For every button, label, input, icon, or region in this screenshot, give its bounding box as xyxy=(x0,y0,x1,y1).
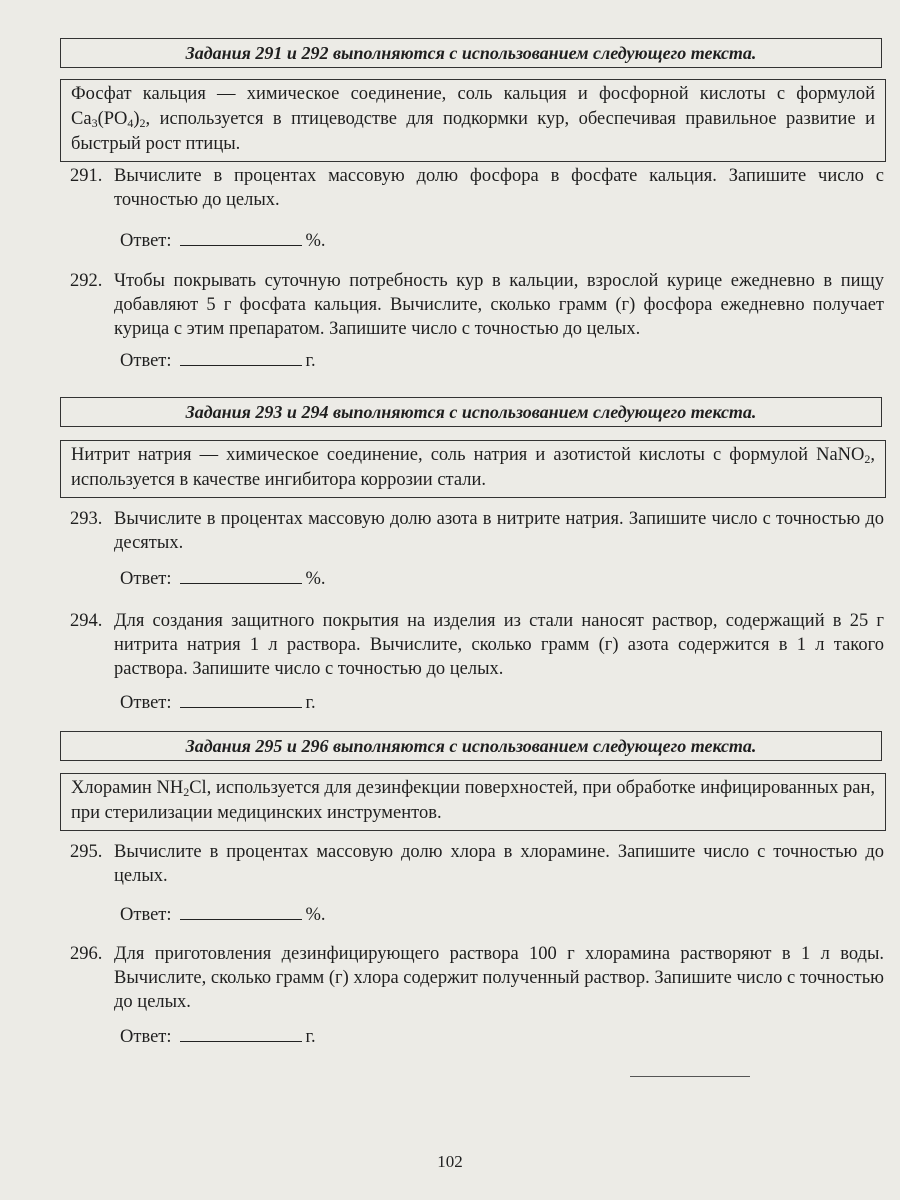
answer-unit: %. xyxy=(305,569,326,589)
answer-line-294 xyxy=(120,690,316,715)
question-292 xyxy=(70,269,884,341)
question-number: 294. xyxy=(70,611,103,631)
question-294 xyxy=(70,609,884,681)
footer-divider xyxy=(630,1076,750,1077)
question-number: 291. xyxy=(70,166,103,186)
question-291 xyxy=(70,164,884,212)
answer-line-291 xyxy=(120,228,326,253)
question-293 xyxy=(70,507,884,555)
info-text-sodium-nitrite: Нитрит натрия — химическое соединение, соль натрия и азотистой кислоты с формулой NaNO$_2$, используется в качестве ингибитора коррозии стали. xyxy=(60,440,886,498)
question-text: Чтобы покрывать суточную потребность кур в кальции, взрослой курице ежедневно в пищу добавляют 5 г фосфата кальция. Вычислите, сколько грамм (г) фосфора ежедневно получает курица с этим препаратом. Запишите число с точностью до целых. xyxy=(114,271,884,339)
answer-label: Ответ: xyxy=(120,569,172,589)
answer-blank[interactable] xyxy=(180,1024,302,1042)
answer-label: Ответ: xyxy=(120,693,172,713)
answer-blank[interactable] xyxy=(180,348,302,366)
answer-unit: г. xyxy=(305,1027,316,1047)
section-banner-293-294: Задания 293 и 294 выполняются с использованием следующего текста. xyxy=(60,397,882,427)
info-text-calcium-phosphate: Фосфат кальция — химическое соединение, соль кальция и фосфорной кислоты с формулой $Ca_3(PO_4)_2$, используется в птицеводстве для подкормки кур, обеспечивая правильное развитие и быстрый рост птицы. xyxy=(60,79,886,162)
info-text-chloramine: Хлорамин $NH_2Cl$, используется для дезинфекции поверхностей, при обработке инфицированных ран, при стерилизации медицинских инструментов. xyxy=(60,773,886,831)
answer-label: Ответ: xyxy=(120,231,172,251)
answer-blank[interactable] xyxy=(180,902,302,920)
question-295 xyxy=(70,840,884,888)
answer-unit: %. xyxy=(305,231,326,251)
answer-unit: г. xyxy=(305,693,316,713)
answer-blank[interactable] xyxy=(180,228,302,246)
question-text: Для создания защитного покрытия на изделия из стали наносят раствор, содержащий в 25 г нитрита натрия 1 л раствора. Вычислите, сколько грамм (г) азота содержится в 1 л такого раствора. Запишите число с точностью до целых. xyxy=(114,611,884,679)
question-number: 292. xyxy=(70,271,103,291)
question-number: 293. xyxy=(70,509,103,529)
question-text: Вычислите в процентах массовую долю азота в нитрите натрия. Запишите число с точностью до десятых. xyxy=(114,509,884,553)
answer-unit: г. xyxy=(305,351,316,371)
question-number: 295. xyxy=(70,842,103,862)
answer-label: Ответ: xyxy=(120,1027,172,1047)
question-text: Для приготовления дезинфицирующего раствора 100 г хлорамина растворяют в 1 л воды. Вычислите, сколько грамм (г) хлора содержит полученный раствор. Запишите число с точностью до целых. xyxy=(114,944,884,1012)
question-number: 296. xyxy=(70,944,103,964)
answer-unit: %. xyxy=(305,905,326,925)
section-banner-295-296: Задания 295 и 296 выполняются с использованием следующего текста. xyxy=(60,731,882,761)
answer-label: Ответ: xyxy=(120,351,172,371)
question-296 xyxy=(70,942,884,1014)
answer-blank[interactable] xyxy=(180,690,302,708)
page-number: 102 xyxy=(437,1152,463,1171)
answer-line-292 xyxy=(120,348,316,373)
section-banner-291-292: Задания 291 и 292 выполняются с использованием следующего текста. xyxy=(60,38,882,68)
answer-line-295 xyxy=(120,902,326,927)
answer-line-296 xyxy=(120,1024,316,1049)
answer-line-293 xyxy=(120,566,326,591)
answer-label: Ответ: xyxy=(120,905,172,925)
question-text: Вычислите в процентах массовую долю фосфора в фосфате кальция. Запишите число с точностью до целых. xyxy=(114,166,884,210)
question-text: Вычислите в процентах массовую долю хлора в хлорамине. Запишите число с точностью до целых. xyxy=(114,842,884,886)
answer-blank[interactable] xyxy=(180,566,302,584)
